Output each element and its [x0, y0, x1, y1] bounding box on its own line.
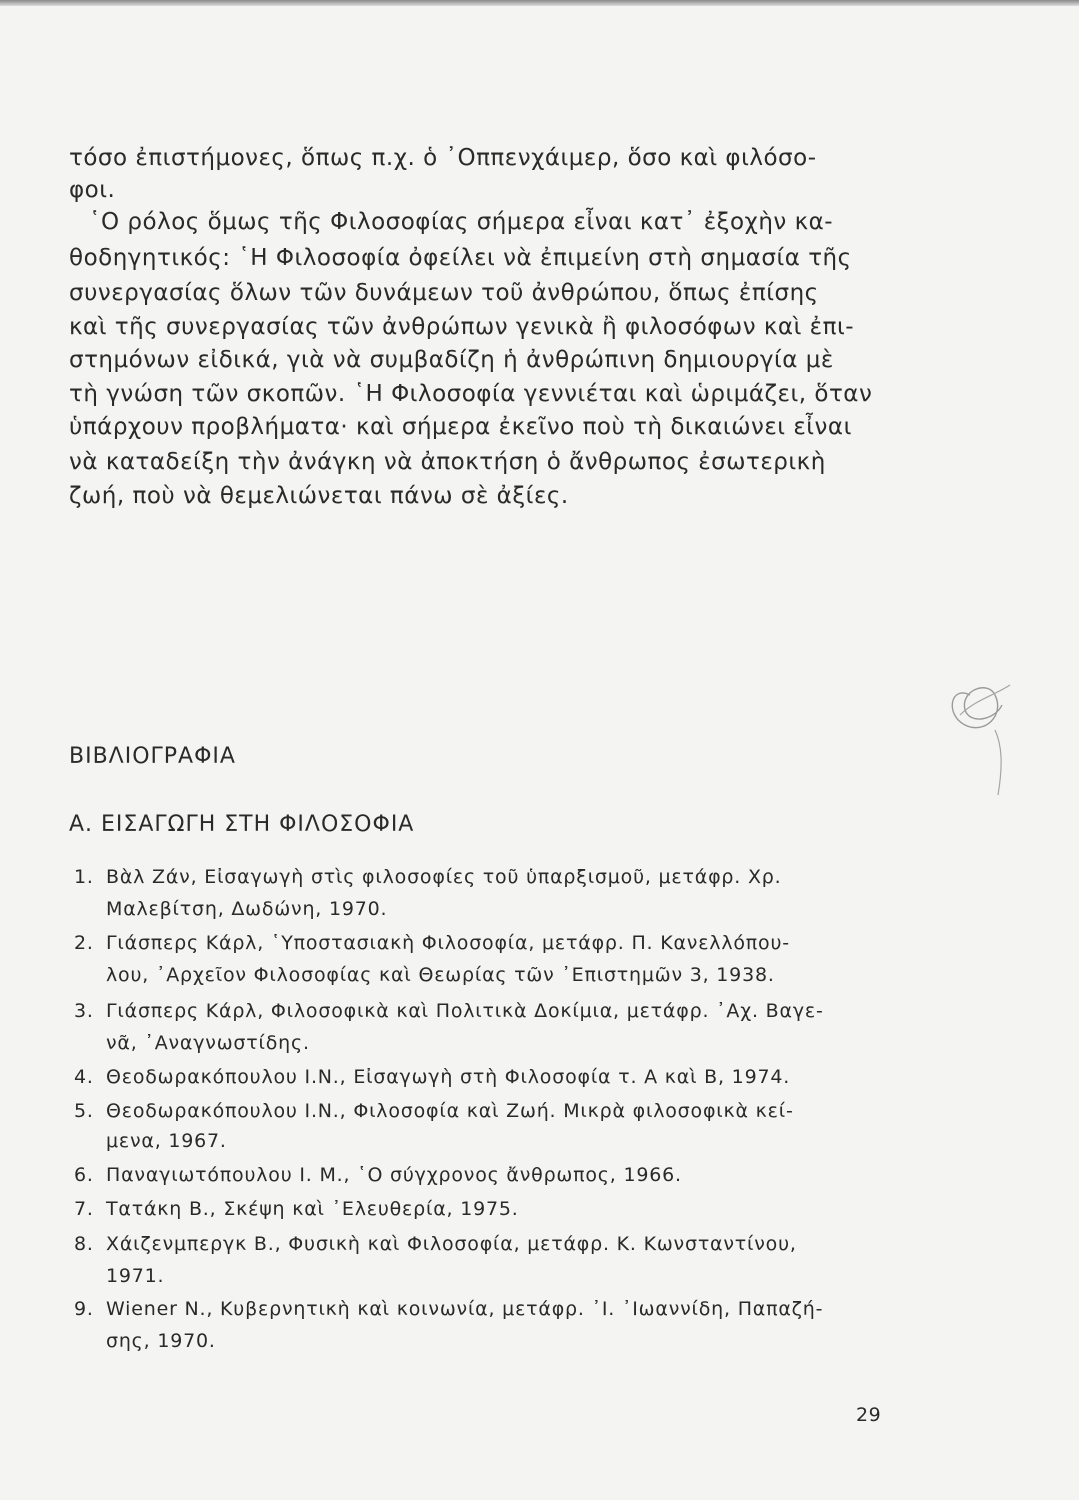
section-title: Α. ΕΙΣΑΓΩΓΗ ΣΤΗ ΦΙΛΟΣΟΦΙΑ	[69, 812, 415, 837]
entry-number: 1.	[74, 866, 94, 888]
entry-number: 6.	[74, 1164, 94, 1186]
entry-line: Παναγιωτόπουλου Ι. Μ., ῾Ο σύγχρονος ἄνθρωπος, 1966.	[106, 1164, 682, 1186]
entry-line: νᾶ, ᾿Αναγνωστίδης.	[106, 1032, 310, 1054]
pencil-scribble-icon	[940, 665, 1030, 805]
body-line: ῾Ο ρόλος ὅμως τῆς Φιλοσοφίας σήμερα εἶναι κατ᾿ ἐξοχὴν κα-	[89, 209, 834, 235]
entry-number: 9.	[74, 1298, 94, 1320]
entry-line: λου, ᾿Αρχεῖον Φιλοσοφίας καὶ Θεωρίας τῶν ᾿Επιστημῶν 3, 1938.	[106, 964, 775, 986]
bibliography-title: ΒΙΒΛΙΟΓΡΑΦΙΑ	[69, 744, 236, 769]
entry-number: 7.	[74, 1198, 94, 1220]
body-line: θοδηγητικός: ῾Η Φιλοσοφία ὀφείλει νὰ ἐπιμείνη στὴ σημασία τῆς	[69, 245, 852, 271]
body-line: στημόνων εἰδικά, γιὰ νὰ συμβαδίζη ἡ ἀνθρώπινη δημιουργία μὲ	[69, 347, 834, 373]
body-line: καὶ τῆς συνεργασίας τῶν ἀνθρώπων γενικὰ ἢ φιλοσόφων καὶ ἐπι-	[69, 314, 855, 340]
entry-line: Wiener N., Κυβερνητικὴ καὶ κοινωνία, μετάφρ. ᾿Ι. ᾿Ιωαννίδη, Παπαζή-	[106, 1298, 824, 1320]
entry-line: 1971.	[106, 1265, 165, 1287]
entry-line: Θεοδωρακόπουλου Ι.Ν., Εἰσαγωγὴ στὴ Φιλοσοφία τ. Α καὶ Β, 1974.	[106, 1066, 791, 1088]
body-line: νὰ καταδείξη τὴν ἀνάγκη νὰ ἀποκτήση ὁ ἄνθρωπος ἐσωτερικὴ	[69, 449, 826, 475]
body-line: ὑπάρχουν προβλήματα· καὶ σήμερα ἐκεῖνο ποὺ τὴ δικαιώνει εἶναι	[69, 414, 852, 440]
entry-number: 4.	[74, 1066, 94, 1088]
entry-number: 2.	[74, 932, 94, 954]
entry-number: 3.	[74, 1000, 94, 1022]
entry-line: σης, 1970.	[106, 1330, 216, 1352]
entry-line: Γιάσπερς Κάρλ, ῾Υποστασιακὴ Φιλοσοφία, μετάφρ. Π. Κανελλόπου-	[106, 932, 790, 954]
entry-number: 5.	[74, 1100, 94, 1122]
entry-line: Γιάσπερς Κάρλ, Φιλοσοφικὰ καὶ Πολιτικὰ Δοκίμια, μετάφρ. ᾿Αχ. Βαγε-	[106, 1000, 824, 1022]
body-line: τὴ γνώση τῶν σκοπῶν. ῾Η Φιλοσοφία γεννιέται καὶ ὡριμάζει, ὅταν	[69, 381, 873, 407]
body-line: ζωή, ποὺ νὰ θεμελιώνεται πάνω σὲ ἀξίες.	[69, 483, 569, 509]
entry-line: Θεοδωρακόπουλου Ι.Ν., Φιλοσοφία καὶ Ζωή. Μικρὰ φιλοσοφικὰ κεί-	[106, 1100, 794, 1122]
body-line: τόσο ἐπιστήμονες, ὅπως π.χ. ὁ ᾿Οππενχάιμερ, ὅσο καὶ φιλόσο-	[69, 145, 817, 171]
entry-line: Χάιζενμπεργκ Β., Φυσικὴ καὶ Φιλοσοφία, μετάφρ. Κ. Κωνσταντίνου,	[106, 1233, 797, 1255]
entry-line: μενα, 1967.	[106, 1130, 227, 1152]
page-number: 29	[856, 1404, 882, 1426]
entry-line: Μαλεβίτση, Δωδώνη, 1970.	[106, 898, 388, 920]
entry-line: Βὰλ Ζάν, Εἰσαγωγὴ στὶς φιλοσοφίες τοῦ ὑπαρξισμοῦ, μετάφρ. Χρ.	[106, 866, 782, 888]
entry-line: Τατάκη Β., Σκέψη καὶ ᾿Ελευθερία, 1975.	[106, 1198, 519, 1220]
body-line: συνεργασίας ὅλων τῶν δυνάμεων τοῦ ἀνθρώπου, ὅπως ἐπίσης	[69, 280, 819, 306]
body-line: φοι.	[69, 177, 116, 203]
entry-number: 8.	[74, 1233, 94, 1255]
